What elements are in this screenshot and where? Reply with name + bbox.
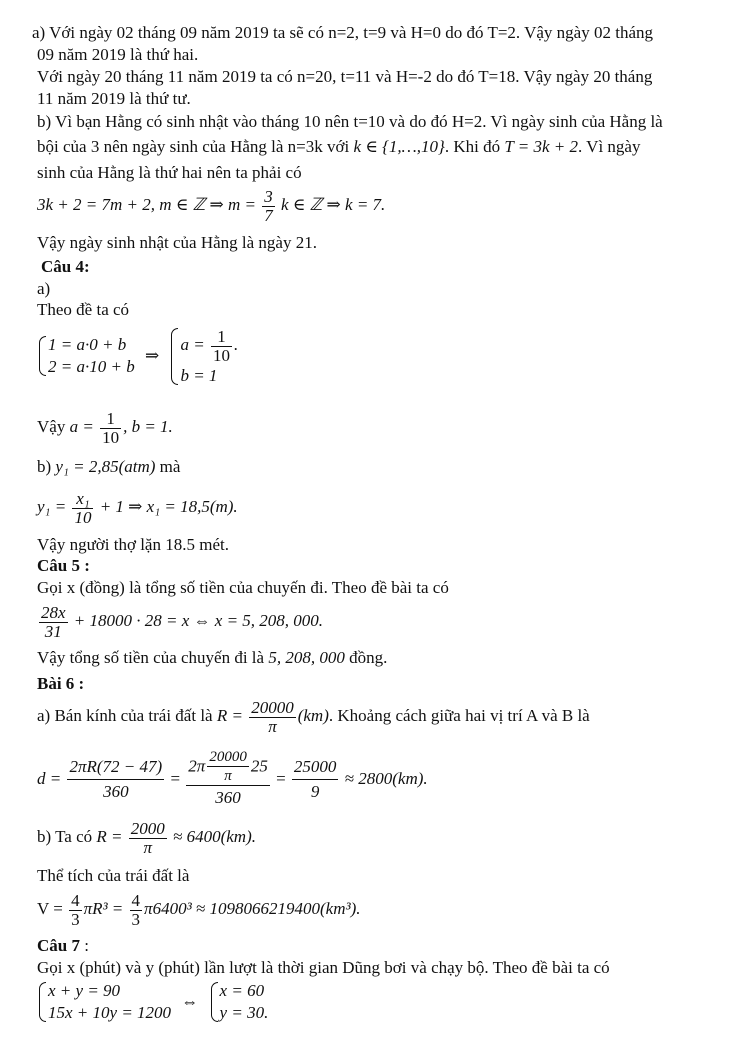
q6-d-frac1: $\frac{2\pi R(72 - 47)}{360}$	[69, 756, 163, 801]
q6-v-post: π6400³ ≈ 1098066219400(km³).	[144, 899, 361, 918]
q4-conclusion: Vậy người thợ lặn 18.5 mét.	[37, 535, 229, 554]
q3-b2-post: . Vì ngày	[577, 137, 641, 156]
q6-d-approx: ≈ 2800(km).	[344, 769, 428, 788]
q4-sys-fraction: $\frac{1}{10}$	[212, 326, 230, 365]
q3-part-b-line1: b) Vì bạn Hằng có sinh nhật vào tháng 10 nên t=10 và do đó H=2. Vì ngày sinh của Hằng là	[37, 112, 663, 131]
q4-b-label: b)	[37, 457, 52, 476]
q5-equation	[37, 602, 323, 641]
q3-b2-eq: T = 3k + 2	[504, 137, 578, 156]
q6-v-frac2: $\frac{4}{3}$	[131, 890, 141, 929]
q6-v-mid: πR³ =	[83, 899, 124, 918]
q6-volume-equation	[37, 890, 360, 929]
q6-d-lhs: d =	[37, 769, 62, 788]
q4-system-right: a = $\frac{1}{10}$ . b = 1	[169, 326, 238, 387]
q3-eq-fraction: $\frac{3}{7}$	[264, 186, 273, 225]
q4-heading: Câu 4:	[41, 257, 90, 276]
q4-vay-text: Vậy	[37, 417, 66, 436]
q3-equation	[37, 186, 385, 225]
q5-total: 5, 208, 000	[268, 648, 345, 667]
q6-v-pre: V =	[37, 899, 63, 918]
q4-y-equation	[37, 488, 238, 527]
q6-volume-intro: Thể tích của trái đất là	[37, 866, 190, 885]
q6-d-frac2: 2π $\frac{20000}{\pi}$ 25 360	[188, 749, 268, 807]
q3-part-a-line1: a) Với ngày 02 tháng 09 năm 2019 ta sẽ có n=2, t=9 và H=0 do đó T=2. Vậy ngày 02 tháng	[32, 23, 653, 42]
q4-b-line	[37, 457, 180, 477]
q4-y-fraction: $\frac{\text{x₁}}{10}$	[74, 488, 92, 527]
q6-part-a: a) Bán kính của trái đất là R = $\frac{20000}{\pi}$ (km). Khoảng cách giữa hai vị trí A và B là	[37, 697, 590, 736]
q5-fraction: $\frac{28x}{31}$	[41, 602, 66, 641]
q5-heading: Câu 5 :	[37, 556, 90, 575]
q4-b-eq: y₁ = 2,85(atm)	[55, 457, 156, 476]
q6-b-post: ≈ 6400(km).	[173, 827, 256, 846]
q4-y-lhs: y₁ =	[37, 497, 67, 516]
q6-b-R: R =	[96, 827, 123, 846]
q3-b2-set: k ∈ {1,…,10}	[353, 137, 445, 156]
q7-heading: Câu 7 :	[37, 936, 89, 955]
q4-vay	[37, 408, 173, 447]
q4-system-left: 1 = a·0 + b 2 = a·10 + b	[37, 334, 135, 378]
q3-b2-mid: . Khi đó	[444, 137, 501, 156]
q4-vay-a: a =	[69, 417, 94, 436]
q5-eq-rest: + 18000 · 28 = x ⇔ x = 5, 208, 000.	[73, 611, 324, 630]
q6-v-frac1: $\frac{4}{3}$	[71, 890, 80, 929]
q7-system-left: x + y = 90 15x + 10y = 1200	[37, 980, 171, 1024]
equivalent-arrow: ⇔	[181, 992, 199, 1011]
q4-intro: Theo đề ta có	[37, 300, 130, 319]
q5-intro: Gọi x (đồng) là tổng số tiền của chuyến đi. Theo đề bài ta có	[37, 578, 449, 597]
q4-a-label: a)	[37, 279, 51, 298]
q4-y-rhs: + 1 ⇒ x₁ = 18,5(m).	[99, 497, 238, 516]
q3-b2-text: bội của 3 nên ngày sinh của Hằng là n=3k với	[37, 137, 350, 156]
q6-d-frac3: $\frac{25000}{9}$	[293, 756, 337, 801]
q6-b-fraction: $\frac{2000}{\pi}$	[130, 818, 165, 857]
q7-intro: Gọi x (phút) và y (phút) lần lượt là thời gian Dũng bơi và chạy bộ. Theo đề bài ta có	[37, 958, 610, 977]
q3-eq-right: k ∈ ℤ ⇒ k = 7.	[281, 195, 386, 214]
q3-part-a-line4: 11 năm 2019 là thứ tư.	[37, 89, 191, 108]
q4-system	[37, 326, 238, 387]
q3-conclusion: Vậy ngày sinh nhật của Hằng là ngày 21.	[37, 233, 317, 252]
q4-vay-fraction: $\frac{1}{10}$	[102, 408, 120, 447]
q7-system-right: x = 60 y = 30.	[209, 980, 269, 1024]
q3-part-b-line3: sinh của Hằng là thứ hai nên ta phải có	[37, 163, 302, 182]
q6-d-eq: =	[170, 769, 181, 788]
q4-b-ma: mà	[159, 457, 181, 476]
q7-system	[37, 980, 268, 1024]
q3-part-a-line3: Với ngày 20 tháng 11 năm 2019 ta có n=20, t=11 và H=-2 do đó T=18. Vậy ngày 20 tháng	[37, 67, 653, 86]
q6-d-eq2: =	[276, 769, 286, 788]
q3-eq-left: 3k + 2 = 7m + 2, m ∈ ℤ ⇒ m =	[37, 195, 256, 214]
q3-part-a-line2: 09 năm 2019 là thứ hai.	[37, 45, 199, 64]
q6-distance-equation	[37, 748, 428, 810]
q6-radius-fraction: $\frac{20000}{\pi}$	[251, 697, 294, 736]
q6-part-b: b) Ta có R = $\frac{2000}{\pi}$ ≈ 6400(km).	[37, 818, 256, 857]
q6-heading: Bài 6 :	[37, 674, 85, 693]
q3-part-b-line2	[37, 137, 640, 157]
implies-arrow: ⇒	[144, 346, 160, 366]
q5-conclusion: Vậy tổng số tiền của chuyến đi là 5, 208, 000 đồng.	[37, 648, 388, 667]
q6-radius-label: R =	[216, 706, 243, 725]
q4-vay-b: , b = 1.	[123, 417, 173, 436]
